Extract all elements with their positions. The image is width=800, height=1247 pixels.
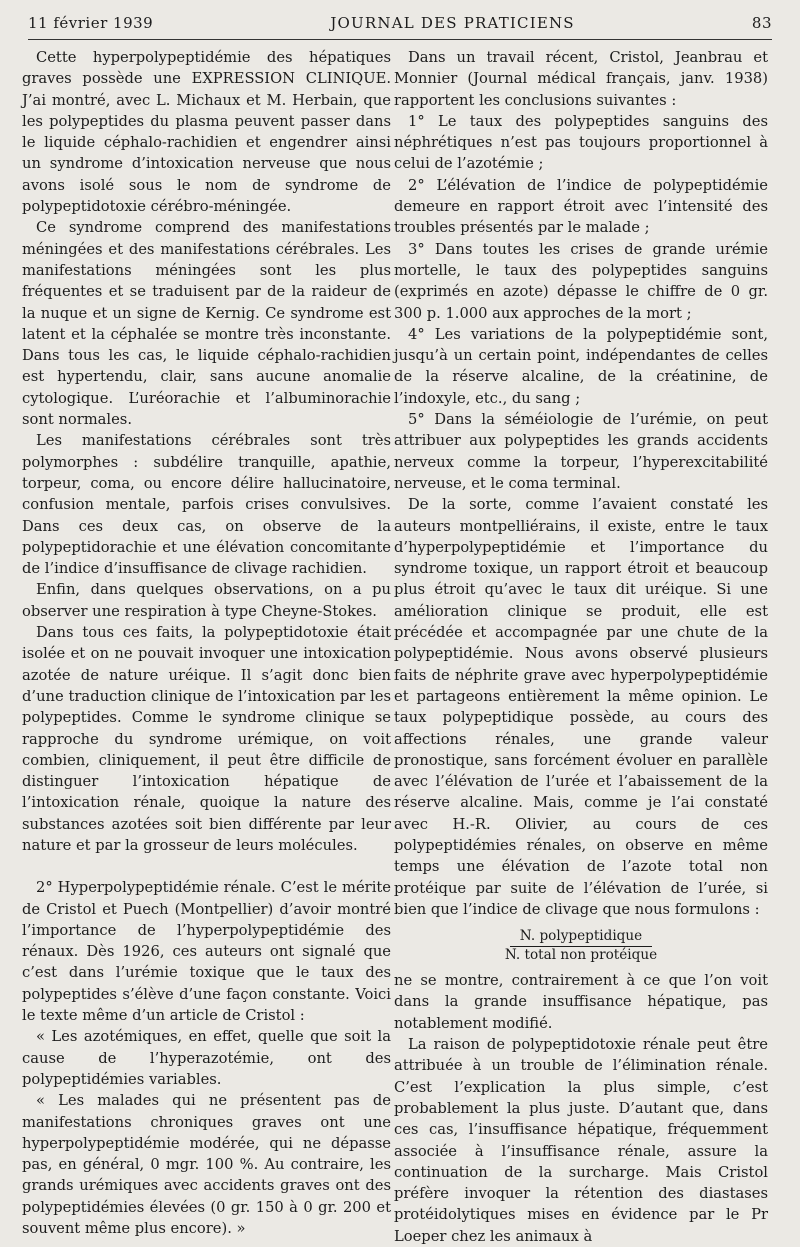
quote-paragraph: « Les malades qui ne présentent pas de manifestations chroniques graves ont une hyperpolypeptidémie modérée, qui ne dépasse pas, en général, 0 mgr. 100 %. Au contraire, les grands urémiques avec accidents graves ont des polypeptidémies élevées (0 gr. 150 à 0 gr. 200 et souvent même plus encore). » — [22, 1092, 391, 1238]
journal-title: JOURNAL DES PRATICIENS — [330, 14, 575, 32]
header-rule — [28, 39, 772, 40]
paragraph: De la sorte, comme l’avaient constaté les auteurs montpelliérains, il existe, entre le taux d’hyperpolypeptidémie et l’importance du syndrome toxique, un rapport étroit et beaucoup plus étroit qu’avec le taux dit uréique. Si une amélioration clinique se produit, elle est précédée et accompagnée par une chute de la polypeptidémie. Nous avons observé plusieurs faits de néphrite grave avec hyperpolypeptidémie et partageons entièrement la même opinion. Le taux polypeptidique possède, au cours des affections rénales, une grande valeur pronostique, sans forcément évoluer en parallèle avec l’élévation de l’urée et l’abaissement de la réserve alcaline. Mais, comme je l’ai constaté avec H.-R. Olivier, au cours de ces polypeptidémies rénales, on observe en même temps une élévation de l’azote total non protéique par suite de l’élévation de l’urée, si bien que l’indice de clivage que nous formulons : — [394, 496, 768, 918]
paragraph: Cette hyperpolypeptidémie des hépatiques graves possède une EXPRESSION CLINIQUE. J’ai montré, avec L. Michaux et M. Herbain, que les polypeptides du plasma peuvent passer dans le liquide céphalo-rachidien et engendrer ainsi un syndrome d’intoxication nerveuse que nous avons isolé sous le nom de syndrome de polypeptidotoxie cérébro-méningée. — [22, 49, 391, 216]
section-gap — [22, 856, 391, 877]
right-column — [394, 47, 768, 1247]
issue-date: 11 février 1939 — [28, 14, 154, 32]
section-paragraph: 2° Hyperpolypeptidémie rénale. C’est le mérite de Cristol et Puech (Montpellier) d’avoir montré l’importance de l’hyperpolypeptidémie des rénaux. Dès 1926, ces auteurs ont signalé que c’est dans l’urémie toxique que le taux des polypeptides s’élève d’une façon constante. Voici le texte même d’un article de Cristol : — [22, 879, 391, 1025]
running-head — [28, 14, 772, 36]
paragraph: Enfin, dans quelques observations, on a pu observer une respiration à type Cheyne-Stokes. — [22, 581, 391, 620]
paragraph: Dans un travail récent, Cristol, Jeanbrau et Monnier (Journal médical français, janv. 1938) rapportent les conclusions suivantes : — [394, 49, 768, 109]
paragraph: La raison de polypeptidotoxie rénale peut être attribuée à un trouble de l’élimination rénale. C’est l’explication la plus simple, c’est probablement la plus juste. D’autant que, dans ces cas, l’insuffisance hépatique, fréquemment associée à l’insuffisance rénale, assure la continuation de la surcharge. Mais Cristol préfère invoquer la rétention des diastases protéidolytiques mises en évidence par le Pr Loeper chez les animaux à — [394, 1036, 768, 1245]
conclusion-item: 4° Les variations de la polypeptidémie sont, jusqu’à un certain point, indépendantes de celles de la réserve alcaline, de la créatinine, de l’indoxyle, etc., du sang ; — [394, 325, 768, 407]
paragraph: ne se montre, contrairement à ce que l’on voit dans la grande insuffisance hépatique, pas notablement modifié. — [394, 972, 768, 1032]
paragraph: Dans tous ces faits, la polypeptidotoxie était isolée et on ne pouvait invoquer une intoxication azotée de nature uréique. Il s’agit donc bien d’une traduction clinique de l’intoxication par les polypeptides. Comme le syndrome clinique se rapproche du syndrome urémique, on voit combien, cliniquement, il peut être difficile de distinguer l’intoxication hépatique de l’intoxication rénale, quoique la nature des substances azotées soit bien différente par leur nature et par la grosseur de leurs molécules. — [22, 624, 391, 854]
formula-denominator: N. total non protéique — [504, 947, 658, 964]
conclusion-item: 5° Dans la séméiologie de l’urémie, on peut attribuer aux polypeptides les grands accidents nerveux comme la torpeur, l’hyperexcitabilité nerveuse, et le coma terminal. — [394, 411, 768, 492]
quote-paragraph: « Les azotémiques, en effet, quelle que soit la cause de l’hyperazotémie, ont des polypeptidémies variables. — [22, 1028, 391, 1088]
conclusion-item: 2° L’élévation de l’indice de polypeptidémie demeure en rapport étroit avec l’intensité des troubles présentés par le malade ; — [394, 176, 768, 237]
paragraph: Les manifestations cérébrales sont très polymorphes : subdélire tranquille, apathie, torpeur, coma, ou encore délire hallucinatoire, confusion mentale, parfois crises convulsives. Dans ces deux cas, on observe de la polypeptidorachie et une élévation concomitante de l’indice d’insuffisance de clivage rachidien. — [22, 432, 391, 578]
left-column — [22, 47, 391, 1239]
paragraph: Ce syndrome comprend des manifestations méningées et des manifestations cérébrales. Les manifestations méningées sont les plus fréquentes et se traduisent par de la raideur de la nuque et un signe de Kernig. Ce syndrome est latent et la céphalée se montre très inconstante. Dans tous les cas, le liquide céphalo-rachidien est hypertendu, clair, sans aucune anomalie cytologique. L’uréorachie et l’albuminorachie sont normales. — [22, 219, 391, 429]
conclusion-item: 3° Dans toutes les crises de grande urémie mortelle, le taux des polypeptides sanguins (exprimés en azote) dépasse le chiffre de 0 gr. 300 p. 1.000 aux approches de la mort ; — [394, 240, 768, 322]
page-number: 83 — [751, 14, 772, 32]
cleavage-index-formula — [394, 928, 768, 964]
formula-numerator: N. polypeptidique — [510, 928, 652, 947]
conclusion-item: 1° Le taux des polypeptides sanguins des néphrétiques n’est pas toujours proportionnel à celui de l’azotémie ; — [394, 112, 768, 173]
